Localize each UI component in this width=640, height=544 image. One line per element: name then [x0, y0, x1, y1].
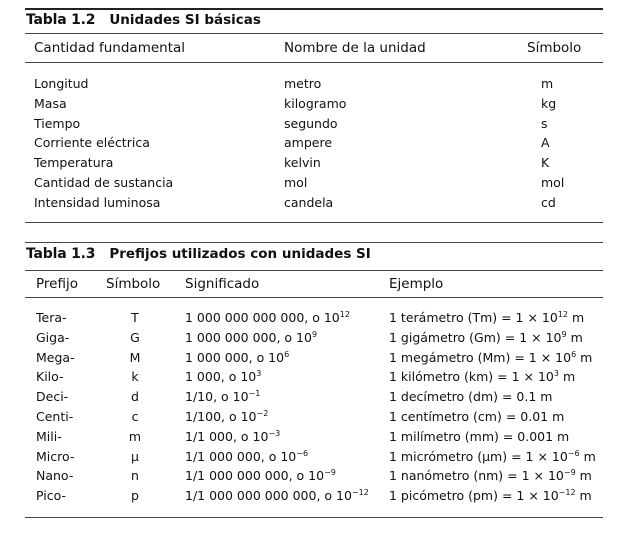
- table1-header-unidad: Nombre de la unidad: [284, 40, 426, 56]
- table2-cell-significado: [185, 449, 308, 464]
- table1-cell-unidad: metro: [284, 76, 322, 91]
- table2-header-ejemplo: Ejemplo: [389, 276, 444, 292]
- table2-cell-significado: [185, 409, 268, 424]
- ejemplo-base: 1 megámetro (Mm) = 1 × 10: [389, 349, 572, 365]
- table2-cell-significado: [185, 488, 369, 503]
- ejemplo-exponent: −6: [567, 448, 580, 458]
- significado-exponent: −12: [351, 488, 369, 498]
- table2-cell-ejemplo: [389, 449, 596, 464]
- table2-cell-prefijo: Micro-: [36, 448, 75, 464]
- significado-exponent: −3: [268, 428, 281, 438]
- table1-cell-cantidad: Longitud: [34, 76, 89, 91]
- table2-cell-ejemplo: [389, 350, 592, 365]
- table2-cell-simbolo: μ: [131, 448, 139, 464]
- table1-bottom-rule: [25, 222, 603, 223]
- ejemplo-base: 1 centímetro (cm) = 0.01 m: [389, 409, 565, 424]
- table1-header-simbolo: Símbolo: [527, 40, 582, 56]
- significado-exponent: −2: [256, 409, 269, 418]
- table2-cell-prefijo: Giga-: [36, 329, 70, 345]
- ejemplo-unit: m: [566, 329, 583, 345]
- table2-cell-simbolo: c: [131, 409, 139, 424]
- table2-header-prefijo: Prefijo: [36, 276, 78, 292]
- table2-cell-significado: [185, 389, 260, 404]
- table2-cell-prefijo: Nano-: [36, 468, 74, 484]
- table2-cell-prefijo: Pico-: [36, 488, 66, 504]
- table1-cell-cantidad: Temperatura: [34, 155, 114, 171]
- significado-base: 1/1 000 000, o 10: [185, 448, 297, 464]
- table1-cell-unidad: mol: [284, 175, 308, 190]
- table1-header-rule: [25, 62, 603, 63]
- table2-cell-ejemplo: [389, 488, 592, 503]
- table2-cell-simbolo: p: [131, 488, 139, 504]
- table2-top-rule: [25, 242, 603, 243]
- table2-cell-significado: [185, 330, 317, 345]
- table1-cell-cantidad: Cantidad de sustancia: [34, 175, 174, 190]
- table1-cell-unidad: kilogramo: [284, 95, 347, 111]
- ejemplo-unit: m: [575, 488, 592, 504]
- table1-cell-simbolo: s: [541, 115, 548, 131]
- table1-cell-cantidad: Intensidad luminosa: [34, 194, 161, 210]
- table2-cell-ejemplo: [389, 409, 564, 424]
- significado-exponent: 12: [339, 310, 350, 319]
- significado-exponent: 3: [256, 369, 262, 379]
- table2-cell-prefijo: Centi-: [36, 409, 74, 424]
- significado-base: 1/1 000 000 000, o 10: [185, 468, 325, 484]
- table2-cell-significado: [185, 468, 336, 483]
- ejemplo-exponent: −12: [558, 488, 576, 498]
- ejemplo-base: 1 decímetro (dm) = 0.1 m: [389, 389, 553, 405]
- table2-number: Tabla 1.3: [26, 246, 96, 262]
- table1-cell-unidad: candela: [284, 194, 334, 210]
- table1-cell-cantidad: Corriente eléctrica: [34, 135, 150, 151]
- table2-cell-simbolo: n: [131, 468, 139, 484]
- ejemplo-unit: m: [576, 349, 593, 365]
- significado-base: 1/10, o 10: [185, 389, 249, 405]
- table2-cell-significado: [185, 369, 261, 384]
- significado-exponent: 9: [311, 329, 318, 339]
- ejemplo-exponent: −9: [563, 468, 576, 478]
- ejemplo-exponent: 12: [557, 310, 569, 319]
- table2-cell-prefijo: Tera-: [36, 310, 67, 325]
- significado-exponent: 6: [284, 349, 290, 359]
- table2-cell-ejemplo: [389, 330, 583, 345]
- table2-bottom-rule: [25, 517, 603, 518]
- table1-cell-unidad: ampere: [284, 135, 333, 151]
- ejemplo-exponent: 9: [561, 329, 567, 339]
- ejemplo-exponent: 6: [571, 349, 577, 359]
- table2-cell-significado: [185, 429, 280, 444]
- table1-cell-simbolo: cd: [541, 194, 556, 210]
- table1-cell-simbolo: m: [541, 76, 554, 91]
- significado-base: 1 000 000 000 000, o 10: [185, 310, 340, 325]
- ejemplo-base: 1 milímetro (mm) = 0.001 m: [389, 428, 570, 444]
- table2-cell-simbolo: m: [128, 428, 142, 444]
- table2-header-rule: [25, 297, 603, 298]
- ejemplo-base: 1 picómetro (pm) = 1 × 10: [389, 488, 559, 504]
- table1-cell-simbolo: kg: [541, 95, 557, 111]
- ejemplo-base: 1 kilómetro (km) = 1 × 10: [389, 369, 554, 385]
- ejemplo-base: 1 nanómetro (nm) = 1 × 10: [389, 468, 564, 484]
- table2-cell-simbolo: k: [131, 369, 139, 385]
- ejemplo-unit: m: [579, 448, 596, 464]
- significado-exponent: −1: [248, 389, 261, 399]
- table2-cell-ejemplo: [389, 310, 584, 325]
- ejemplo-base: 1 gigámetro (Gm) = 1 × 10: [389, 329, 562, 345]
- table2-cell-prefijo: Deci-: [36, 389, 69, 405]
- table2-header-simbolo: Símbolo: [106, 276, 161, 292]
- table1-top-rule: [25, 8, 603, 10]
- table2-cell-simbolo: T: [131, 310, 139, 325]
- table1-cell-cantidad: Masa: [34, 95, 67, 111]
- ejemplo-exponent: 3: [553, 369, 559, 379]
- table1-number: Tabla 1.2: [26, 12, 96, 28]
- ejemplo-base: 1 terámetro (Tm) = 1 × 10: [389, 310, 558, 325]
- table2-title: [26, 246, 371, 262]
- table1-cell-simbolo: A: [541, 135, 550, 151]
- table1-cell-cantidad: Tiempo: [34, 115, 81, 131]
- table1-cell-unidad: kelvin: [284, 155, 321, 171]
- significado-base: 1/100, o 10: [185, 409, 257, 424]
- table2-cell-ejemplo: [389, 468, 592, 483]
- table1-cell-unidad: segundo: [284, 115, 338, 131]
- significado-base: 1 000 000, o 10: [185, 349, 285, 365]
- ejemplo-base: 1 micrómetro (μm) = 1 × 10: [389, 448, 568, 464]
- table2-title-rule: [25, 270, 603, 271]
- table2-cell-prefijo: Kilo-: [36, 369, 64, 385]
- table2-cell-prefijo: Mili-: [36, 428, 62, 444]
- significado-exponent: −6: [296, 448, 309, 458]
- table2-cell-simbolo: d: [131, 389, 139, 405]
- table2-cell-simbolo: M: [129, 349, 141, 365]
- table2-cell-significado: [185, 310, 350, 325]
- table1-cell-simbolo: mol: [541, 175, 565, 190]
- table1-title-rule: [25, 33, 603, 34]
- table2-cell-prefijo: Mega-: [36, 349, 75, 365]
- table2-cell-ejemplo: [389, 369, 575, 384]
- ejemplo-unit: m: [558, 369, 576, 385]
- significado-base: 1/1 000, o 10: [185, 428, 269, 444]
- table1-cell-simbolo: K: [541, 155, 550, 171]
- ejemplo-unit: m: [568, 310, 585, 325]
- table1-title: [26, 12, 261, 28]
- table1-caption: Unidades SI básicas: [109, 12, 261, 28]
- significado-exponent: −9: [324, 468, 336, 478]
- significado-base: 1 000, o 10: [185, 369, 257, 385]
- table2-cell-simbolo: G: [130, 329, 140, 345]
- table1-header-cantidad: Cantidad fundamental: [34, 40, 186, 56]
- table2-header-significado: Significado: [185, 276, 260, 292]
- table2-cell-ejemplo: [389, 429, 569, 444]
- significado-base: 1 000 000 000, o 10: [185, 329, 312, 345]
- table2-caption: Prefijos utilizados con unidades SI: [109, 246, 371, 262]
- table2-cell-ejemplo: [389, 389, 552, 404]
- table2-cell-significado: [185, 350, 289, 365]
- significado-base: 1/1 000 000 000 000, o 10: [185, 488, 352, 504]
- ejemplo-unit: m: [575, 468, 592, 484]
